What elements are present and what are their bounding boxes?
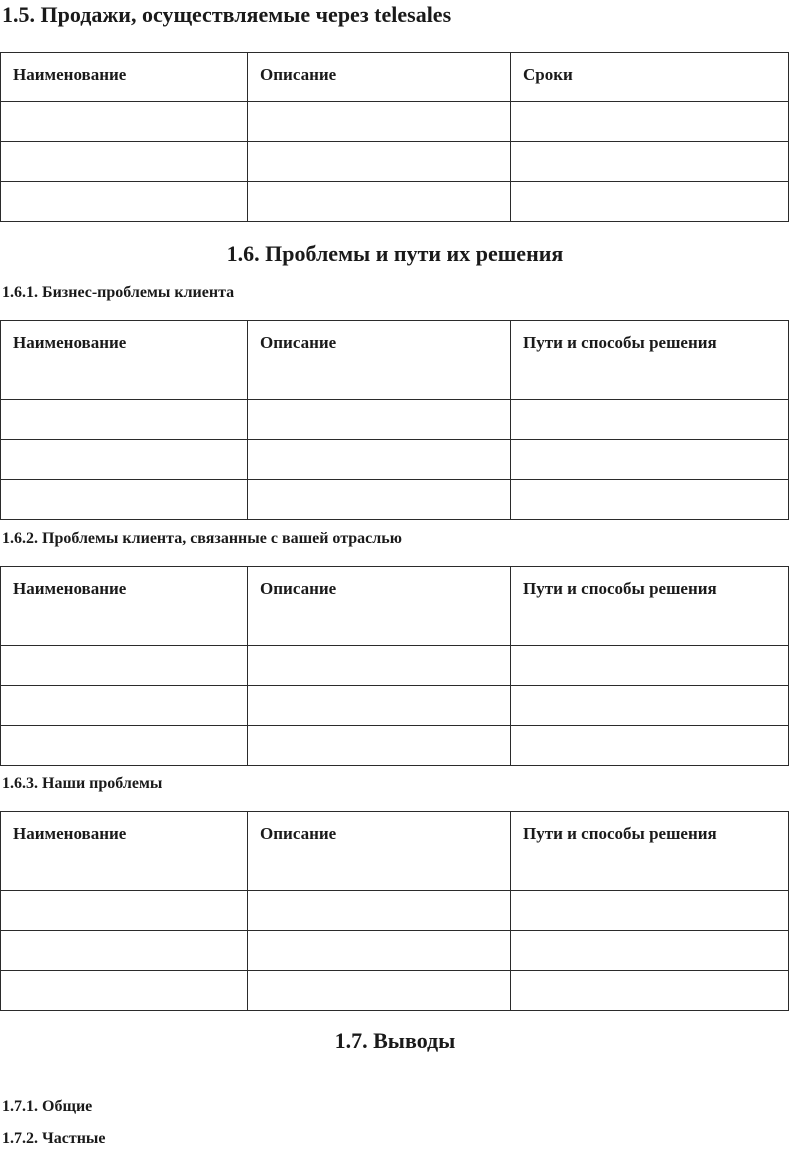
cell-description[interactable] [248,646,511,686]
column-header-name: Наименование [1,53,248,102]
column-header-solutions: Пути и способы решения [511,567,789,646]
cell-description[interactable] [248,726,511,766]
table-row[interactable] [1,182,789,222]
heading-1-6-2: 1.6.2. Проблемы клиента, связанные с вашей отраслью [2,530,402,547]
table-1-5 [0,52,789,222]
table-1-5-wrapper [0,52,789,222]
table-1-6-2 [0,566,789,766]
heading-1-6-3: 1.6.3. Наши проблемы [2,775,163,792]
heading-1-6-1: 1.6.1. Бизнес-проблемы клиента [2,284,235,301]
column-header-description: Описание [248,567,511,646]
heading-1-6: 1.6. Проблемы и пути их решения [226,241,564,266]
cell-description[interactable] [248,686,511,726]
cell-solutions[interactable] [511,400,789,440]
column-header-name: Наименование [1,812,248,891]
cell-solutions[interactable] [511,646,789,686]
heading-1-5: 1.5. Продажи, осуществляемые через telesales [2,2,452,27]
cell-solutions[interactable] [511,480,789,520]
column-header-terms: Сроки [511,53,789,102]
table-row[interactable] [1,400,789,440]
heading-1-7-1: 1.7.1. Общие [2,1098,93,1115]
cell-solutions[interactable] [511,971,789,1011]
cell-description[interactable] [248,400,511,440]
heading-1-7: 1.7. Выводы [334,1028,456,1053]
cell-description[interactable] [248,480,511,520]
table-header-row [1,321,789,400]
cell-description[interactable] [248,971,511,1011]
cell-solutions[interactable] [511,686,789,726]
cell-name[interactable] [1,931,248,971]
column-header-solutions: Пути и способы решения [511,812,789,891]
column-header-description: Описание [248,321,511,400]
cell-name[interactable] [1,686,248,726]
table-header-row [1,567,789,646]
table-1-6-1 [0,320,789,520]
heading-1-7-2: 1.7.2. Частные [2,1130,106,1147]
table-row[interactable] [1,971,789,1011]
cell-name[interactable] [1,102,248,142]
cell-terms[interactable] [511,102,789,142]
cell-terms[interactable] [511,142,789,182]
cell-name[interactable] [1,726,248,766]
column-header-description: Описание [248,812,511,891]
cell-description[interactable] [248,440,511,480]
cell-solutions[interactable] [511,440,789,480]
cell-description[interactable] [248,891,511,931]
table-row[interactable] [1,480,789,520]
cell-name[interactable] [1,480,248,520]
table-row[interactable] [1,891,789,931]
table-row[interactable] [1,102,789,142]
cell-description[interactable] [248,931,511,971]
table-header-row [1,53,789,102]
cell-description[interactable] [248,182,511,222]
column-header-name: Наименование [1,321,248,400]
table-header-row [1,812,789,891]
table-1-6-2-wrapper [0,566,789,766]
table-1-6-1-wrapper [0,320,789,520]
cell-name[interactable] [1,646,248,686]
cell-description[interactable] [248,102,511,142]
column-header-solutions: Пути и способы решения [511,321,789,400]
cell-description[interactable] [248,142,511,182]
table-row[interactable] [1,686,789,726]
table-row[interactable] [1,440,789,480]
cell-terms[interactable] [511,182,789,222]
column-header-name: Наименование [1,567,248,646]
cell-solutions[interactable] [511,891,789,931]
cell-solutions[interactable] [511,931,789,971]
column-header-description: Описание [248,53,511,102]
cell-name[interactable] [1,440,248,480]
table-row[interactable] [1,646,789,686]
cell-name[interactable] [1,400,248,440]
cell-solutions[interactable] [511,726,789,766]
table-row[interactable] [1,726,789,766]
table-1-6-3-wrapper [0,811,789,1011]
table-row[interactable] [1,142,789,182]
table-1-6-3 [0,811,789,1011]
cell-name[interactable] [1,182,248,222]
cell-name[interactable] [1,891,248,931]
cell-name[interactable] [1,142,248,182]
table-row[interactable] [1,931,789,971]
cell-name[interactable] [1,971,248,1011]
